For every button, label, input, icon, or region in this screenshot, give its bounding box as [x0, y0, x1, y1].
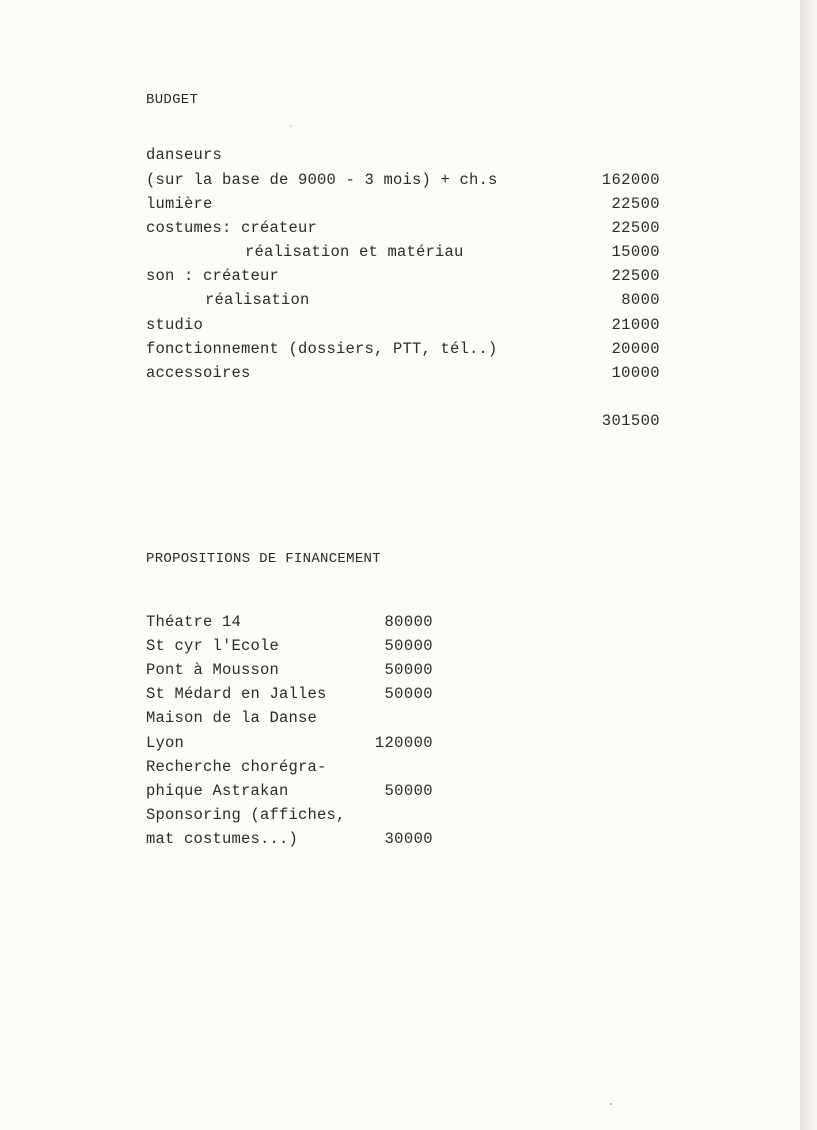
- budget-line-amount: 15000: [611, 243, 660, 261]
- budget-line-label: réalisation: [205, 291, 310, 309]
- budget-line-label: danseurs: [146, 146, 223, 164]
- budget-line-label: son : créateur: [146, 267, 280, 285]
- financement-line-amount: 50000: [384, 782, 433, 800]
- paper-speck: [290, 125, 292, 127]
- budget-total: 301500: [601, 412, 660, 430]
- financement-line-label: Théatre 14: [146, 613, 242, 631]
- financement-line-label: Maison de la Danse: [146, 709, 318, 727]
- financement-line-label: Recherche chorégra-: [146, 758, 327, 776]
- paper-edge: [800, 0, 817, 1130]
- financement-line-amount: 80000: [384, 613, 433, 631]
- budget-line-amount: 22500: [611, 267, 660, 285]
- budget-line-label: accessoires: [146, 364, 251, 382]
- budget-line-label: lumière: [146, 195, 213, 213]
- budget-line-amount: 22500: [611, 195, 660, 213]
- financement-line-label: St Médard en Jalles: [146, 685, 327, 703]
- budget-line-label: studio: [146, 316, 204, 334]
- budget-line-amount: 22500: [611, 219, 660, 237]
- budget-line-label: costumes: créateur: [146, 219, 318, 237]
- financement-line-amount: 30000: [384, 830, 433, 848]
- budget-line-amount: 10000: [611, 364, 660, 382]
- budget-line-amount: 162000: [601, 171, 660, 189]
- financement-title: PROPOSITIONS DE FINANCEMENT: [146, 551, 381, 567]
- financement-line-label: St cyr l'Ecole: [146, 637, 280, 655]
- financement-line-amount: 50000: [384, 685, 433, 703]
- paper-speck: [610, 1103, 612, 1105]
- financement-line-amount: 50000: [384, 637, 433, 655]
- budget-line-amount: 20000: [611, 340, 660, 358]
- budget-line-label: (sur la base de 9000 - 3 mois) + ch.s: [146, 171, 498, 189]
- financement-line-amount: 120000: [374, 734, 433, 752]
- financement-line-label: Sponsoring (affiches,: [146, 806, 346, 824]
- financement-line-amount: 50000: [384, 661, 433, 679]
- financement-line-label: mat costumes...): [146, 830, 299, 848]
- financement-line-label: Lyon: [146, 734, 185, 752]
- budget-title: BUDGET: [146, 92, 199, 108]
- budget-line-label: réalisation et matériau: [245, 243, 464, 261]
- financement-line-label: Pont à Mousson: [146, 661, 280, 679]
- budget-line-label: fonctionnement (dossiers, PTT, tél..): [146, 340, 498, 358]
- budget-line-amount: 8000: [621, 291, 660, 309]
- financement-line-label: phique Astrakan: [146, 782, 289, 800]
- budget-line-amount: 21000: [611, 316, 660, 334]
